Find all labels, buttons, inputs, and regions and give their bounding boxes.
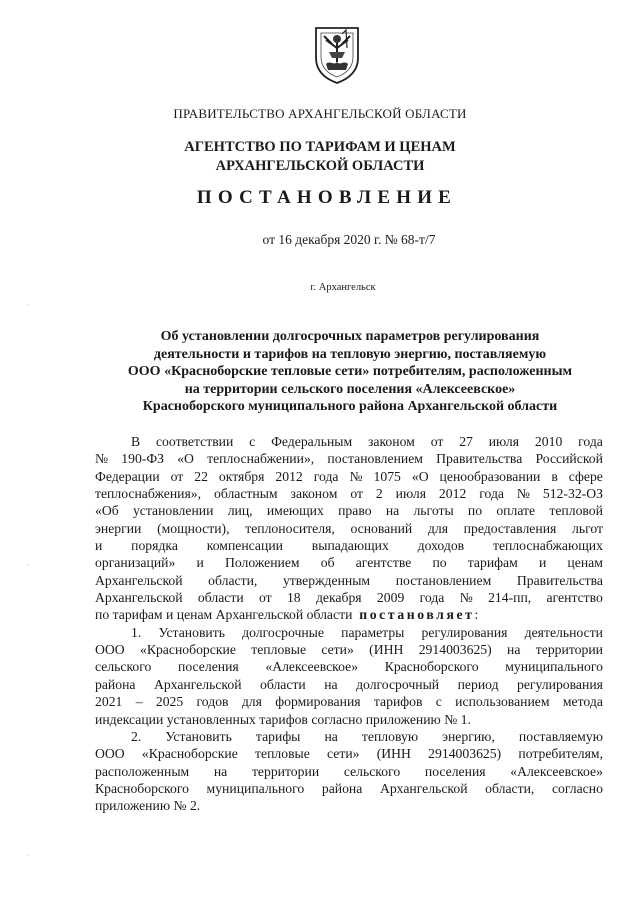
body-word: параметры: [341, 624, 405, 640]
body-text: по тарифам и ценам Архангельской области: [95, 607, 353, 623]
body-word: по: [467, 503, 483, 519]
agency-name: [0, 138, 640, 176]
body-word: области: [259, 676, 306, 692]
body-word: Установить: [165, 728, 232, 744]
body-word: 1.: [131, 624, 142, 640]
body-word: 2914003625): [418, 642, 492, 658]
body-word: потребителям,: [518, 746, 603, 762]
document-body: [95, 433, 603, 815]
body-word: июля: [488, 434, 520, 449]
body-word: регулирования: [517, 676, 603, 692]
body-word: Архангельской: [95, 590, 183, 606]
body-word: области,: [208, 572, 258, 588]
body-word: «О: [177, 451, 194, 467]
body-word: использованием: [455, 694, 550, 710]
body-word: поставляемую: [518, 728, 603, 744]
body-word: (мощности),: [157, 520, 230, 536]
body-word: года: [313, 468, 339, 484]
body-word: сельского: [343, 763, 401, 779]
body-word: «Красноборские: [139, 642, 236, 658]
body-word: регулирования: [421, 624, 508, 640]
body-word: Федеральным: [271, 434, 353, 449]
body-word: Красноборского: [384, 659, 479, 675]
body-word: формирования: [275, 694, 361, 710]
body-line: [95, 572, 603, 589]
body-line: [95, 693, 603, 710]
body-word: территории: [535, 642, 603, 658]
body-text: индексации установленных тарифов согласно приложению № 1.: [95, 711, 471, 727]
body-word: право: [338, 503, 372, 519]
body-word: сети»: [327, 746, 360, 762]
body-word: тепловую: [361, 728, 419, 744]
body-word: теплоснабжения»,: [95, 486, 202, 502]
body-word: Установить: [158, 624, 225, 640]
body-line: [95, 624, 603, 641]
body-word: на: [385, 503, 400, 519]
body-word: 512-32-ОЗ: [542, 486, 603, 502]
body-word: от: [430, 434, 444, 449]
body-word: для: [427, 520, 448, 536]
body-word: 2009: [376, 590, 405, 606]
body-word: года: [479, 486, 504, 502]
body-word: поселения: [424, 763, 486, 779]
body-word: 2012: [438, 486, 467, 502]
body-word: и: [538, 555, 547, 571]
body-word: области: [197, 590, 244, 606]
body-word: годов: [196, 694, 229, 710]
body-word: «Об: [95, 503, 119, 519]
body-word: теплоснабжении»,: [207, 451, 315, 467]
body-word: 27: [459, 434, 473, 449]
body-word: в: [551, 468, 558, 484]
body-word: (ИНН: [376, 746, 411, 762]
body-word: выпадающих: [311, 538, 389, 554]
body-word: 22: [194, 468, 208, 484]
body-word: (ИНН: [369, 642, 404, 658]
body-word: Правительства: [516, 572, 603, 588]
body-word: «О: [411, 468, 429, 484]
body-word: Архангельской: [153, 676, 242, 692]
body-word: расположенным: [95, 763, 190, 779]
body-word: на: [324, 676, 338, 692]
body-line: [95, 468, 603, 485]
body-word: оплате: [496, 503, 536, 519]
paragraph-item-1: [95, 624, 603, 711]
body-word: района: [321, 780, 363, 796]
body-word: 214-пп,: [488, 590, 532, 606]
body-word: 2914003625): [428, 746, 502, 762]
body-word: тарифы: [255, 728, 301, 744]
body-word: организаций»: [95, 555, 176, 571]
body-word: областным: [213, 486, 278, 502]
body-word: 190-ФЗ: [121, 451, 165, 467]
body-word: от: [170, 468, 184, 484]
paragraph-preamble: [95, 433, 603, 606]
margin-mark: ·: [26, 300, 29, 310]
body-line: [95, 641, 603, 658]
body-word: от: [350, 486, 363, 502]
body-word: Российской: [535, 451, 603, 467]
margin-mark: ·: [26, 850, 29, 860]
title-line: деятельности и тарифов на тепловую энергию, поставляемую: [153, 346, 547, 362]
body-line: [95, 589, 603, 606]
body-word: Архангельской: [95, 572, 183, 588]
body-word: тепловые: [255, 746, 310, 762]
body-line: [95, 780, 603, 797]
body-word: Архангельской: [379, 780, 468, 796]
body-word: декабря: [315, 590, 362, 606]
body-word: теплоснабжающих: [492, 538, 603, 554]
body-word: №: [349, 468, 363, 484]
body-word: области,: [485, 780, 535, 796]
body-word: тепловые: [251, 642, 307, 658]
body-word: 2021: [95, 694, 123, 710]
body-word: льготы: [413, 503, 454, 519]
body-word: 2.: [131, 728, 142, 744]
body-line: [95, 537, 603, 554]
body-word: ценам: [567, 555, 603, 571]
body-word: и: [196, 555, 204, 571]
arkhangelsk-coat-of-arms-icon: [312, 22, 362, 84]
body-line: [95, 658, 603, 675]
agency-name-line: АГЕНТСТВО ПО ТАРИФАМ И ЦЕНАМ: [184, 139, 456, 155]
body-word: теплоносителя,: [245, 520, 335, 536]
body-word: установлении: [132, 503, 214, 519]
body-word: ООО: [95, 746, 125, 762]
body-word: с: [249, 434, 256, 449]
body-word: «Красноборские: [141, 746, 238, 762]
body-word: 2010: [534, 434, 563, 449]
body-word: года: [578, 434, 603, 449]
body-line: [95, 520, 603, 537]
body-word: утвержденным: [282, 572, 371, 588]
body-word: Положением: [224, 555, 300, 571]
body-word: оснований: [350, 520, 413, 536]
body-line: [95, 606, 603, 623]
body-word: агентстве: [355, 555, 412, 571]
body-word: 2: [375, 486, 383, 502]
body-word: 1075: [373, 468, 401, 484]
body-word: «Алексеевское»: [265, 659, 359, 675]
body-word: период: [457, 676, 499, 692]
body-line: [95, 485, 603, 502]
body-word: для: [241, 694, 262, 710]
body-word: согласно: [551, 780, 603, 796]
government-name: ПРАВИТЕЛЬСТВО АРХАНГЕЛЬСКОЙ ОБЛАСТИ: [173, 106, 467, 121]
body-line: [95, 676, 603, 693]
title-line: Красноборского муниципального района Архангельской области: [142, 399, 558, 415]
body-word: ООО: [95, 642, 125, 658]
body-word: на: [213, 763, 228, 779]
body-word: поселения: [178, 659, 239, 675]
body-word: от: [258, 590, 272, 606]
body-word: на: [507, 642, 521, 658]
body-line: [95, 728, 603, 745]
body-word: муниципального: [505, 659, 603, 675]
body-word: предоставления: [463, 520, 557, 536]
body-word: 18: [286, 590, 301, 606]
body-word: года: [419, 590, 445, 606]
body-line: [95, 745, 603, 762]
body-text: приложению № 2.: [95, 798, 201, 814]
body-line: [95, 502, 603, 519]
body-word: муниципального: [206, 780, 305, 796]
body-word: льгот: [572, 520, 603, 536]
body-word: июля: [395, 486, 426, 502]
body-word: №: [516, 486, 530, 502]
body-word: Красноборского: [95, 780, 189, 796]
body-word: тарифов: [373, 694, 423, 710]
body-word: «Алексеевское»: [510, 763, 603, 779]
body-word: ценообразовании: [439, 468, 541, 484]
title-line: Об установлении долгосрочных параметров регулирования: [160, 329, 540, 344]
body-word: соответствии: [155, 434, 234, 449]
body-line: [95, 763, 603, 780]
decree-verb: постановляет: [359, 607, 475, 623]
body-line: [95, 450, 603, 467]
body-word: –: [135, 694, 143, 710]
body-word: доходов: [417, 538, 465, 554]
body-word: Правительства: [436, 451, 523, 467]
body-word: №: [459, 590, 473, 606]
body-word: Федерации: [95, 468, 160, 484]
body-word: законом: [367, 434, 415, 449]
body-word: №: [95, 451, 109, 467]
body-line: [95, 797, 603, 814]
body-word: и: [95, 538, 103, 554]
margin-mark: ·: [26, 560, 29, 570]
body-word: территории: [251, 763, 320, 779]
document-city: г. Архангельск: [310, 282, 376, 293]
body-word: долгосрочный: [356, 676, 440, 692]
body-word: В: [131, 434, 141, 449]
body-word: сельского: [95, 659, 152, 675]
body-word: октября: [218, 468, 265, 484]
body-line: [95, 554, 603, 571]
body-word: сети»: [321, 642, 354, 658]
body-word: метода: [562, 694, 603, 710]
body-word: с: [435, 694, 442, 710]
body-word: тепловой: [549, 503, 603, 519]
agency-name-line: АРХАНГЕЛЬСКОЙ ОБЛАСТИ: [215, 158, 425, 174]
body-word: об: [320, 555, 335, 571]
document-date-number: от 16 декабря 2020 г. № 68-т/7: [262, 232, 436, 247]
body-line: [95, 711, 603, 728]
body-word: 2025: [155, 694, 184, 710]
body-word: энергию,: [442, 728, 495, 744]
body-word: агентство: [546, 590, 603, 606]
body-line: [95, 433, 603, 450]
body-word: долгосрочные: [242, 624, 324, 640]
body-word: на: [324, 728, 338, 744]
document-type: ПОСТАНОВЛЕНИЕ: [196, 187, 458, 208]
title-line: ООО «Красноборские тепловые сети» потребителям, расположенным: [127, 364, 573, 380]
body-word: по: [432, 555, 447, 571]
body-word: порядка: [131, 538, 178, 554]
body-word: постановлением: [327, 451, 423, 467]
paragraph-item-2: [95, 728, 603, 797]
body-word: энергии: [95, 520, 142, 536]
body-word: компенсации: [206, 538, 283, 554]
body-word: района: [95, 676, 136, 692]
document-title: [100, 328, 600, 416]
body-word: 2012: [275, 468, 303, 484]
body-word: лиц,: [227, 503, 253, 519]
body-word: постановлением: [395, 572, 492, 588]
title-line: на территории сельского поселения «Алексеевское»: [184, 381, 516, 397]
body-word: законом: [290, 486, 338, 502]
body-word: имеющих: [266, 503, 324, 519]
body-text: :: [474, 607, 479, 623]
body-word: тарифам: [467, 555, 518, 571]
body-word: деятельности: [524, 624, 603, 640]
body-word: сфере: [568, 468, 603, 484]
